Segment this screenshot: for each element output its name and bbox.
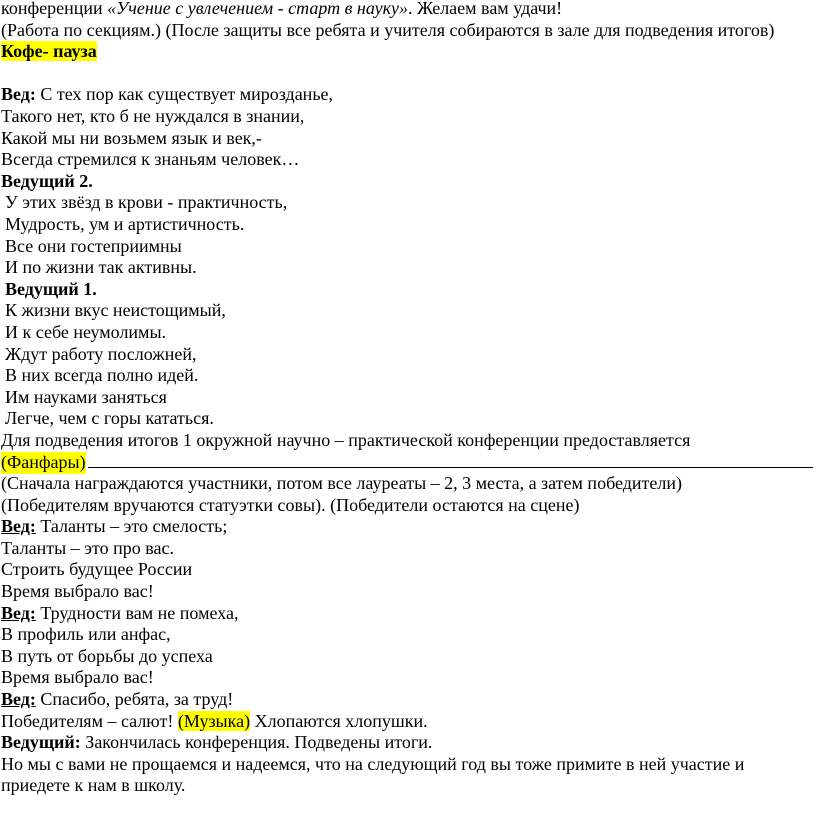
stage-direction-awards: (Сначала награждаются участники, потом все лауреаты – 2, 3 места, а затем победители) (1, 473, 682, 494)
verse-line: Время выбрало вас! (1, 667, 154, 688)
verse-line: Время выбрало вас! (1, 581, 154, 602)
verse-line: Какой мы ни возьмем язык и век,- (1, 127, 262, 148)
blank-line (1, 63, 813, 85)
verse-line: И к себе неумолимы. (5, 321, 167, 342)
stage-direction-sections: (Работа по секциям.) (После защиты все ребята и учителя собираются в зале для подведения итогов) (1, 19, 775, 40)
verse-text: Спасибо, ребята, за труд! (35, 689, 234, 709)
speaker-heading: Ведущий 2. (1, 170, 93, 191)
verse-line: Мудрость, ум и артистичность. (5, 213, 245, 234)
paragraph-greeting (1, 0, 813, 20)
farewell-line: приедете к нам в школу. (1, 775, 186, 796)
speaker-label: Ведущий: (1, 732, 81, 753)
paragraph-results: Для подведения итогов 1 окружной научно – практической конференции предоставляется (1, 429, 691, 450)
verse-text: С тех пор как существует мирозданье, (35, 84, 334, 105)
farewell-line: Но мы с вами не прощаемся и надеемся, что на следующий год вы тоже примите в ней участие и (1, 753, 745, 774)
verse-line: Все они гостеприимны (5, 235, 182, 256)
closing-line (1, 732, 813, 754)
verse-line: И по жизни так активны. (5, 257, 197, 278)
verse-line: У этих звёзд в крови - практичность, (5, 192, 288, 213)
text: конференции (1, 0, 108, 18)
verse-line: Такого нет, кто б не нуждался в знании, (1, 105, 305, 126)
verse-line (1, 689, 813, 711)
speaker-label: Вед: (1, 602, 36, 623)
highlighted-cue: (Фанфары) (1, 452, 86, 473)
verse-line: Им науками заняться (5, 386, 167, 407)
text: Победителям – салют! (1, 710, 178, 731)
salute-line (1, 711, 813, 733)
verse-line: Легче, чем с горы кататься. (5, 408, 214, 429)
speaker-label: Вед: (1, 689, 36, 709)
verse-line: К жизни вкус неистощимый, (5, 300, 226, 321)
highlighted-heading: Кофе- пауза (1, 41, 97, 62)
verse-line (1, 84, 813, 106)
speaker-label: Вед: (1, 84, 36, 105)
underline-rule (88, 451, 813, 468)
closing-text: Закончилась конференция. Подведены итоги. (80, 732, 433, 753)
verse-line: Ждут работу посложней, (5, 343, 197, 364)
verse-text: Таланты – это смелость; (35, 516, 228, 537)
conference-name: «Учение с увлечением - старт в науку» (107, 0, 408, 18)
document-body (1, 0, 813, 797)
verse-line (1, 603, 813, 625)
speaker-label: Вед: (1, 516, 36, 537)
verse-line: В путь от борьбы до успеха (1, 645, 213, 666)
speaker-heading: Ведущий 1. (5, 278, 97, 299)
fanfare-line (1, 451, 813, 473)
text: Хлопаются хлопушки. (250, 710, 428, 731)
highlighted-cue: (Музыка) (177, 710, 251, 731)
stage-direction-owls: (Победителям вручаются статуэтки совы). (Победители остаются на сцене) (1, 494, 580, 515)
verse-line: Строить будущее России (1, 559, 193, 580)
verse-line: В профиль или анфас, (1, 624, 171, 645)
verse-line: Всегда стремился к знаньям человек… (1, 149, 300, 170)
coffee-break-heading (1, 41, 813, 63)
verse-line: Таланты – это про вас. (1, 537, 174, 558)
verse-line: В них всегда полно идей. (5, 365, 199, 386)
text: . Желаем вам удачи! (408, 0, 563, 18)
verse-line (1, 516, 813, 538)
verse-text: Трудности вам не помеха, (35, 602, 239, 623)
